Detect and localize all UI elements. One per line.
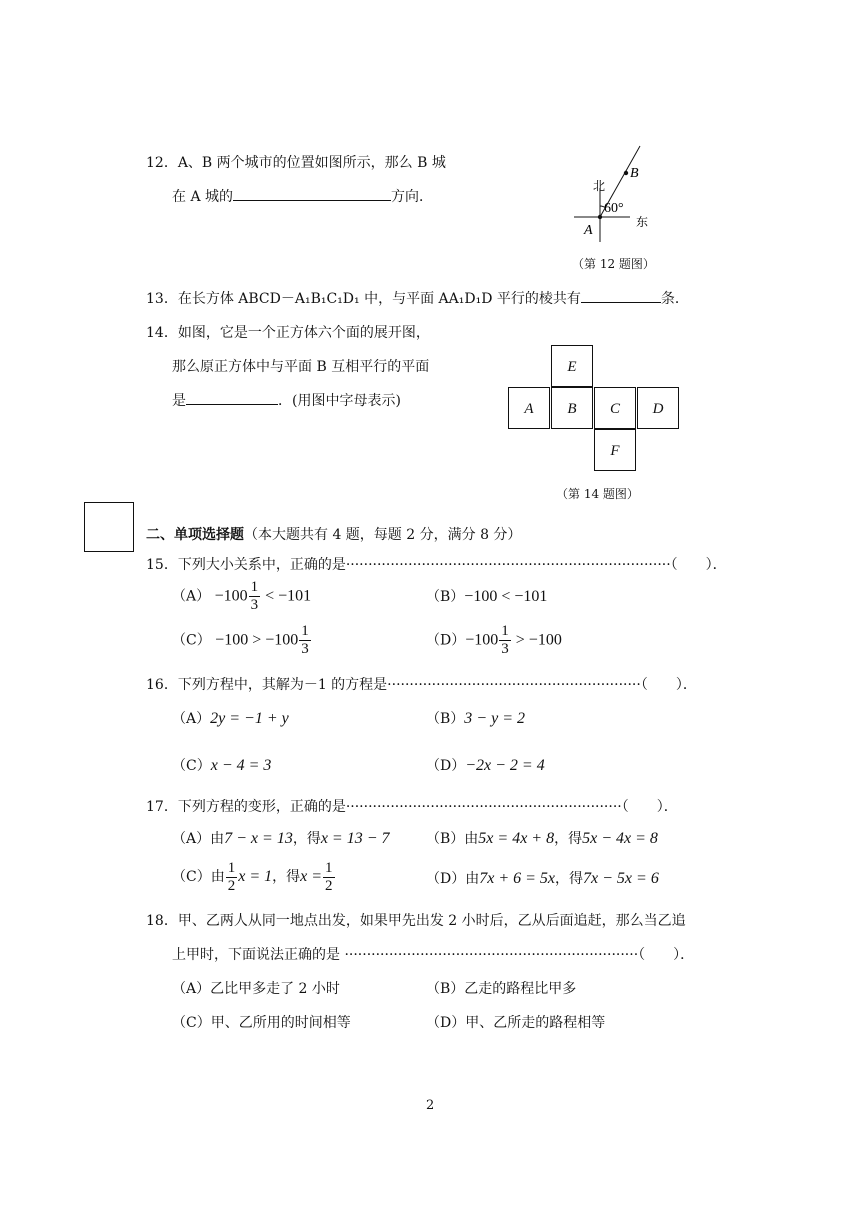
q17-a-label: （A）由 — [172, 831, 225, 847]
q17-a-eq1: 7 − x = 13 — [224, 830, 293, 847]
q12-answer-blank[interactable] — [233, 186, 391, 201]
q17-option-d[interactable] — [426, 868, 659, 888]
q16-d-label: （D） — [426, 758, 466, 774]
q17-c-num: 1 — [227, 859, 236, 876]
q17-c-fraction2 — [323, 861, 335, 894]
q16-stem: 16．下列方程中，其解为－1 的方程是·························································（ ）． — [146, 677, 697, 693]
north-label: 北 — [593, 179, 606, 193]
q15-d-whole: −100 — [465, 631, 499, 649]
q15-c-fraction — [299, 624, 311, 657]
q16-option-c[interactable] — [172, 755, 271, 775]
q15-option-b[interactable] — [426, 586, 547, 606]
q17-option-c[interactable] — [172, 860, 336, 894]
q17-c-den2: 2 — [325, 877, 333, 894]
q12-line2-suffix: 方向． — [391, 189, 434, 205]
angle-label: 60° — [604, 201, 624, 216]
q17-c-eq1: x = 1 — [238, 868, 273, 885]
q16-option-b[interactable] — [426, 708, 525, 728]
point-b-dot — [624, 171, 628, 175]
q12-line2 — [172, 186, 433, 206]
section2-heading-line — [146, 524, 521, 544]
q13-line — [146, 288, 689, 308]
q16-option-d[interactable] — [426, 755, 545, 775]
q14-answer-blank[interactable] — [186, 390, 278, 405]
q18-option-a[interactable]: （A）乙比甲多走了 2 小时 — [172, 981, 340, 997]
q13-answer-blank[interactable] — [581, 288, 661, 303]
q15-c-text: −100 > −100 — [215, 631, 299, 649]
q17-d-label: （D）由 — [426, 871, 480, 887]
q17-d-eq2: 7x − 5x = 6 — [583, 870, 659, 887]
point-a-dot — [598, 215, 602, 219]
face-a: A — [508, 387, 550, 429]
q13-prefix: 13．在长方体 ABCD－A₁B₁C₁D₁ 中，与平面 AA₁D₁D 平行的棱共有 — [146, 291, 581, 307]
q15-c-label: （C） — [172, 632, 211, 649]
score-box[interactable] — [84, 502, 134, 552]
q18-option-d[interactable]: （D）甲、乙所走的路程相等 — [426, 1015, 606, 1031]
q16-c-text: x − 4 = 3 — [210, 757, 272, 774]
q16-b-label: （B） — [426, 711, 465, 727]
q17-c-fraction1 — [226, 861, 238, 894]
q12-line2-prefix: 在 A 城的 — [172, 189, 234, 205]
q17-b-mid: ，得 — [554, 831, 583, 847]
q15-d-den: 3 — [501, 641, 509, 657]
q17-a-mid: ，得 — [292, 831, 321, 847]
q17-option-a[interactable] — [172, 828, 390, 848]
east-label: 东 — [636, 215, 649, 229]
q15-c-num: 1 — [301, 623, 309, 639]
q17-option-b[interactable] — [426, 828, 658, 848]
q13-suffix: 条． — [660, 291, 689, 307]
q16-b-text: 3 − y = 2 — [464, 710, 525, 727]
q15-option-a[interactable] — [172, 580, 311, 613]
q12-caption: （第 12 题图） — [572, 257, 655, 271]
face-b: B — [551, 387, 593, 429]
q15-d-label: （D） — [426, 632, 466, 649]
q14-line3-prefix: 是 — [172, 393, 186, 409]
q17-d-mid: ，得 — [555, 871, 584, 887]
q16-d-text: −2x − 2 = 4 — [465, 757, 545, 774]
section2-note: （本大题共有 4 题，每题 2 分，满分 8 分） — [244, 527, 522, 543]
q15-b-label: （B） — [426, 589, 465, 605]
q17-c-label: （C）由 — [172, 869, 225, 885]
section2-heading: 二、单项选择题 — [146, 527, 244, 543]
q17-d-eq1: 7x + 6 = 5x — [479, 870, 556, 887]
point-b-label: B — [630, 166, 639, 181]
q17-c-den: 2 — [227, 877, 236, 894]
q17-b-eq1: 5x = 4x + 8 — [478, 830, 555, 847]
q17-a-eq2: x = 13 − 7 — [320, 830, 390, 847]
q16-a-label: （A） — [172, 711, 211, 727]
q17-b-eq2: 5x − 4x = 8 — [582, 830, 658, 847]
q12-direction-figure — [560, 140, 660, 245]
q16-a-text: 2y = −1 + y — [210, 710, 289, 727]
q18-line2: 上甲时，下面说法正确的是 ··································································（ ）． — [172, 947, 695, 963]
q14-line3 — [172, 390, 401, 410]
page-number: 2 — [426, 1098, 435, 1113]
q16-option-a[interactable] — [172, 708, 289, 728]
q15-option-c[interactable] — [172, 624, 312, 657]
q15-b-text: −100 < −101 — [464, 588, 548, 605]
q15-a-den: 3 — [250, 597, 259, 613]
face-d: D — [637, 387, 679, 429]
q15-d-num: 1 — [501, 623, 509, 639]
q14-caption: （第 14 题图） — [556, 487, 639, 501]
q18-option-b[interactable]: （B）乙走的路程比甲多 — [426, 981, 577, 997]
q17-stem: 17．下列方程的变形，正确的是······························································（ ）． — [146, 799, 678, 815]
face-e: E — [551, 345, 593, 387]
q17-c-mid: ，得 — [272, 869, 301, 885]
q15-a-whole: −100 — [214, 587, 248, 605]
q14-line2: 那么原正方体中与平面 B 互相平行的平面 — [172, 359, 430, 375]
q14-line3-suffix: ．(用图中字母表示) — [278, 393, 401, 409]
q17-b-label: （B）由 — [426, 831, 479, 847]
q15-a-fraction — [249, 580, 261, 613]
q15-d-rest: > −100 — [511, 631, 562, 649]
face-f: F — [594, 429, 636, 471]
q17-c-num2: 1 — [325, 859, 333, 876]
q15-c-den: 3 — [301, 641, 309, 657]
q15-a-label: （A） — [172, 588, 211, 605]
q18-option-c[interactable]: （C）甲、乙所用的时间相等 — [172, 1015, 351, 1031]
q14-line1: 14．如图，它是一个正方体六个面的展开图， — [146, 325, 430, 341]
q16-c-label: （C） — [172, 758, 211, 774]
q15-stem: 15．下列大小关系中，正确的是·········································································（ ）． — [146, 557, 727, 573]
q15-a-rest: < −101 — [261, 587, 312, 605]
q15-a-num: 1 — [250, 579, 259, 595]
q12-line1: 12．A、B 两个城市的位置如图所示，那么 B 城 — [146, 155, 446, 171]
face-c: C — [594, 387, 636, 429]
point-a-label: A — [584, 223, 593, 238]
q18-line1: 18．甲、乙两人从同一地点出发，如果甲先出发 2 小时后，乙从后面追赶，那么当乙追 — [146, 913, 686, 929]
q15-d-fraction — [499, 624, 511, 657]
q15-option-d[interactable] — [426, 624, 562, 657]
q17-c-eq2: x = — [300, 868, 323, 885]
